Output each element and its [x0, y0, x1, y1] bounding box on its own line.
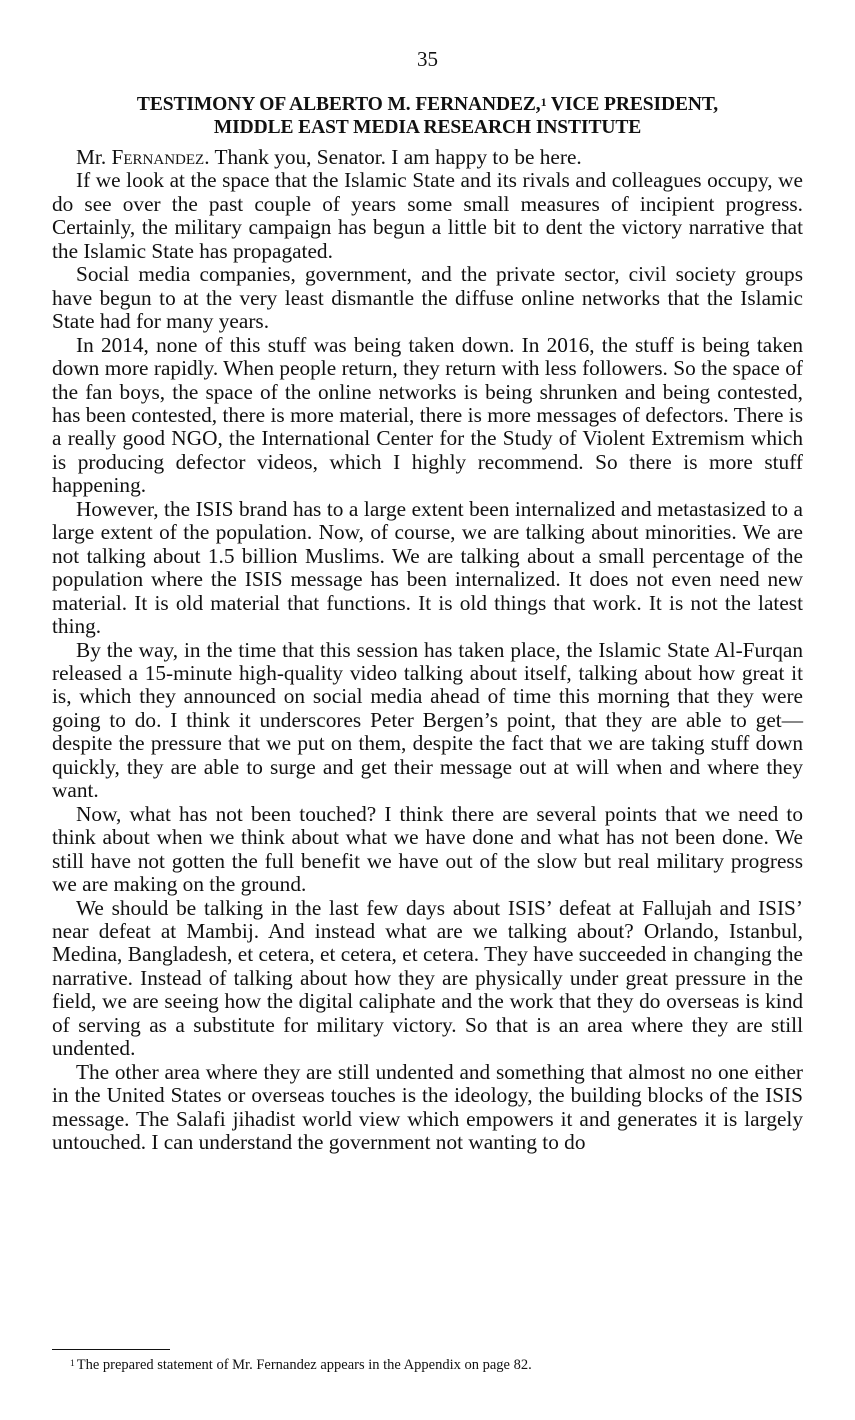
heading-line-2: MIDDLE EAST MEDIA RESEARCH INSTITUTE — [213, 117, 642, 138]
paragraph-8: The other area where they are still undented and something that almost no one either in the United States or overseas touches is the ideology, the building blocks of the ISIS message. The Salafi jihadist world view which empowers it and generates it is largely untouched. I can understand the government not wanting to do — [52, 1059, 803, 1155]
paragraph-1: If we look at the space that the Islamic State and its rivals and colleagues occupy, we do see over the past couple of years some small measures of incipient progress. Certainly, the military campaign has begun a little bit to dent the victory narrative that the Islamic State has propagated. — [52, 168, 803, 263]
paragraph-4: However, the ISIS brand has to a large extent been internalized and metastasized to a large extent of the population. Now, of course, we are talking about minorities. We are not talking about 1.5 billion Muslims. We are talking about a small percentage of the population where the ISIS message has been internalized. It does not even need new material. It is old material that functions. It is old things that work. It is not the latest thing. — [52, 496, 803, 639]
heading-line-1 — [52, 93, 803, 116]
heading-line-1-end: VICE PRESIDENT, — [546, 94, 719, 115]
speaker-statement: . Thank you, Senator. I am happy to be here. — [204, 145, 582, 169]
footnote-divider — [52, 1349, 170, 1350]
testimony-heading — [52, 93, 803, 139]
paragraph-7: We should be talking in the last few days about ISIS’ defeat at Fallujah and ISIS’ near defeat at Mambij. And instead what are we talking about? Orlando, Istanbul, Medina, Bangladesh, et cetera, et cetera, et cetera. They have succeeded in changing the narrative. Instead of talking about how they are physically under great pressure in the field, we are seeing how the digital caliphate and the work that they do overseas is kind of serving as a substitute for military victory. So that is an area where they are still undented. — [52, 895, 803, 1061]
footnote — [52, 1356, 803, 1374]
paragraph-2: Social media companies, government, and the private sector, civil society groups have begun to at the very least dismantle the diffuse online networks that the Islamic State had for many years. — [52, 262, 803, 334]
heading-line-1-start: TESTIMONY OF ALBERTO M. FERNANDEZ, — [136, 94, 541, 115]
testimony-body — [52, 146, 803, 1154]
speaker-prefix: Mr. — [76, 145, 112, 169]
page-number: 35 — [417, 47, 438, 71]
speaker-paragraph — [52, 146, 803, 169]
paragraph-6: Now, what has not been touched? I think there are several points that we need to think about when we think about what we have done and what has not been done. We still have not gotten the full benefit we have out of the slow but real military progress we are making on the ground. — [52, 801, 803, 897]
paragraph-3: In 2014, none of this stuff was being taken down. In 2016, the stuff is being taken down more rapidly. When people return, they return with less followers. So the space of the fan boys, the space of the online networks is being shrunken and being contested, has been contested, there is more material, there is more messages of defectors. There is a really good NGO, the International Center for the Study of Violent Extremism which is producing defector videos, which I highly recommend. So there is more stuff happening. — [52, 332, 803, 498]
footnote-text: The prepared statement of Mr. Fernandez appears in the Appendix on page 82. — [76, 1357, 532, 1373]
speaker-name: Fernandez — [111, 145, 205, 169]
paragraph-5: By the way, in the time that this session has taken place, the Islamic State Al-Furqan released a 15-minute high-quality video talking about itself, talking about how great it is, which they announced on social media ahead of time this morning that they were going to do. I think it underscores Peter Bergen’s point, that they are able to get—despite the pressure that we put on them, despite the fact that we are taking stuff down quickly, they are able to surge and get their message out at will when and where they want. — [52, 637, 803, 803]
heading-footnote-marker[interactable]: 1 — [540, 95, 547, 109]
footnote-marker: 1 — [70, 1359, 75, 1369]
